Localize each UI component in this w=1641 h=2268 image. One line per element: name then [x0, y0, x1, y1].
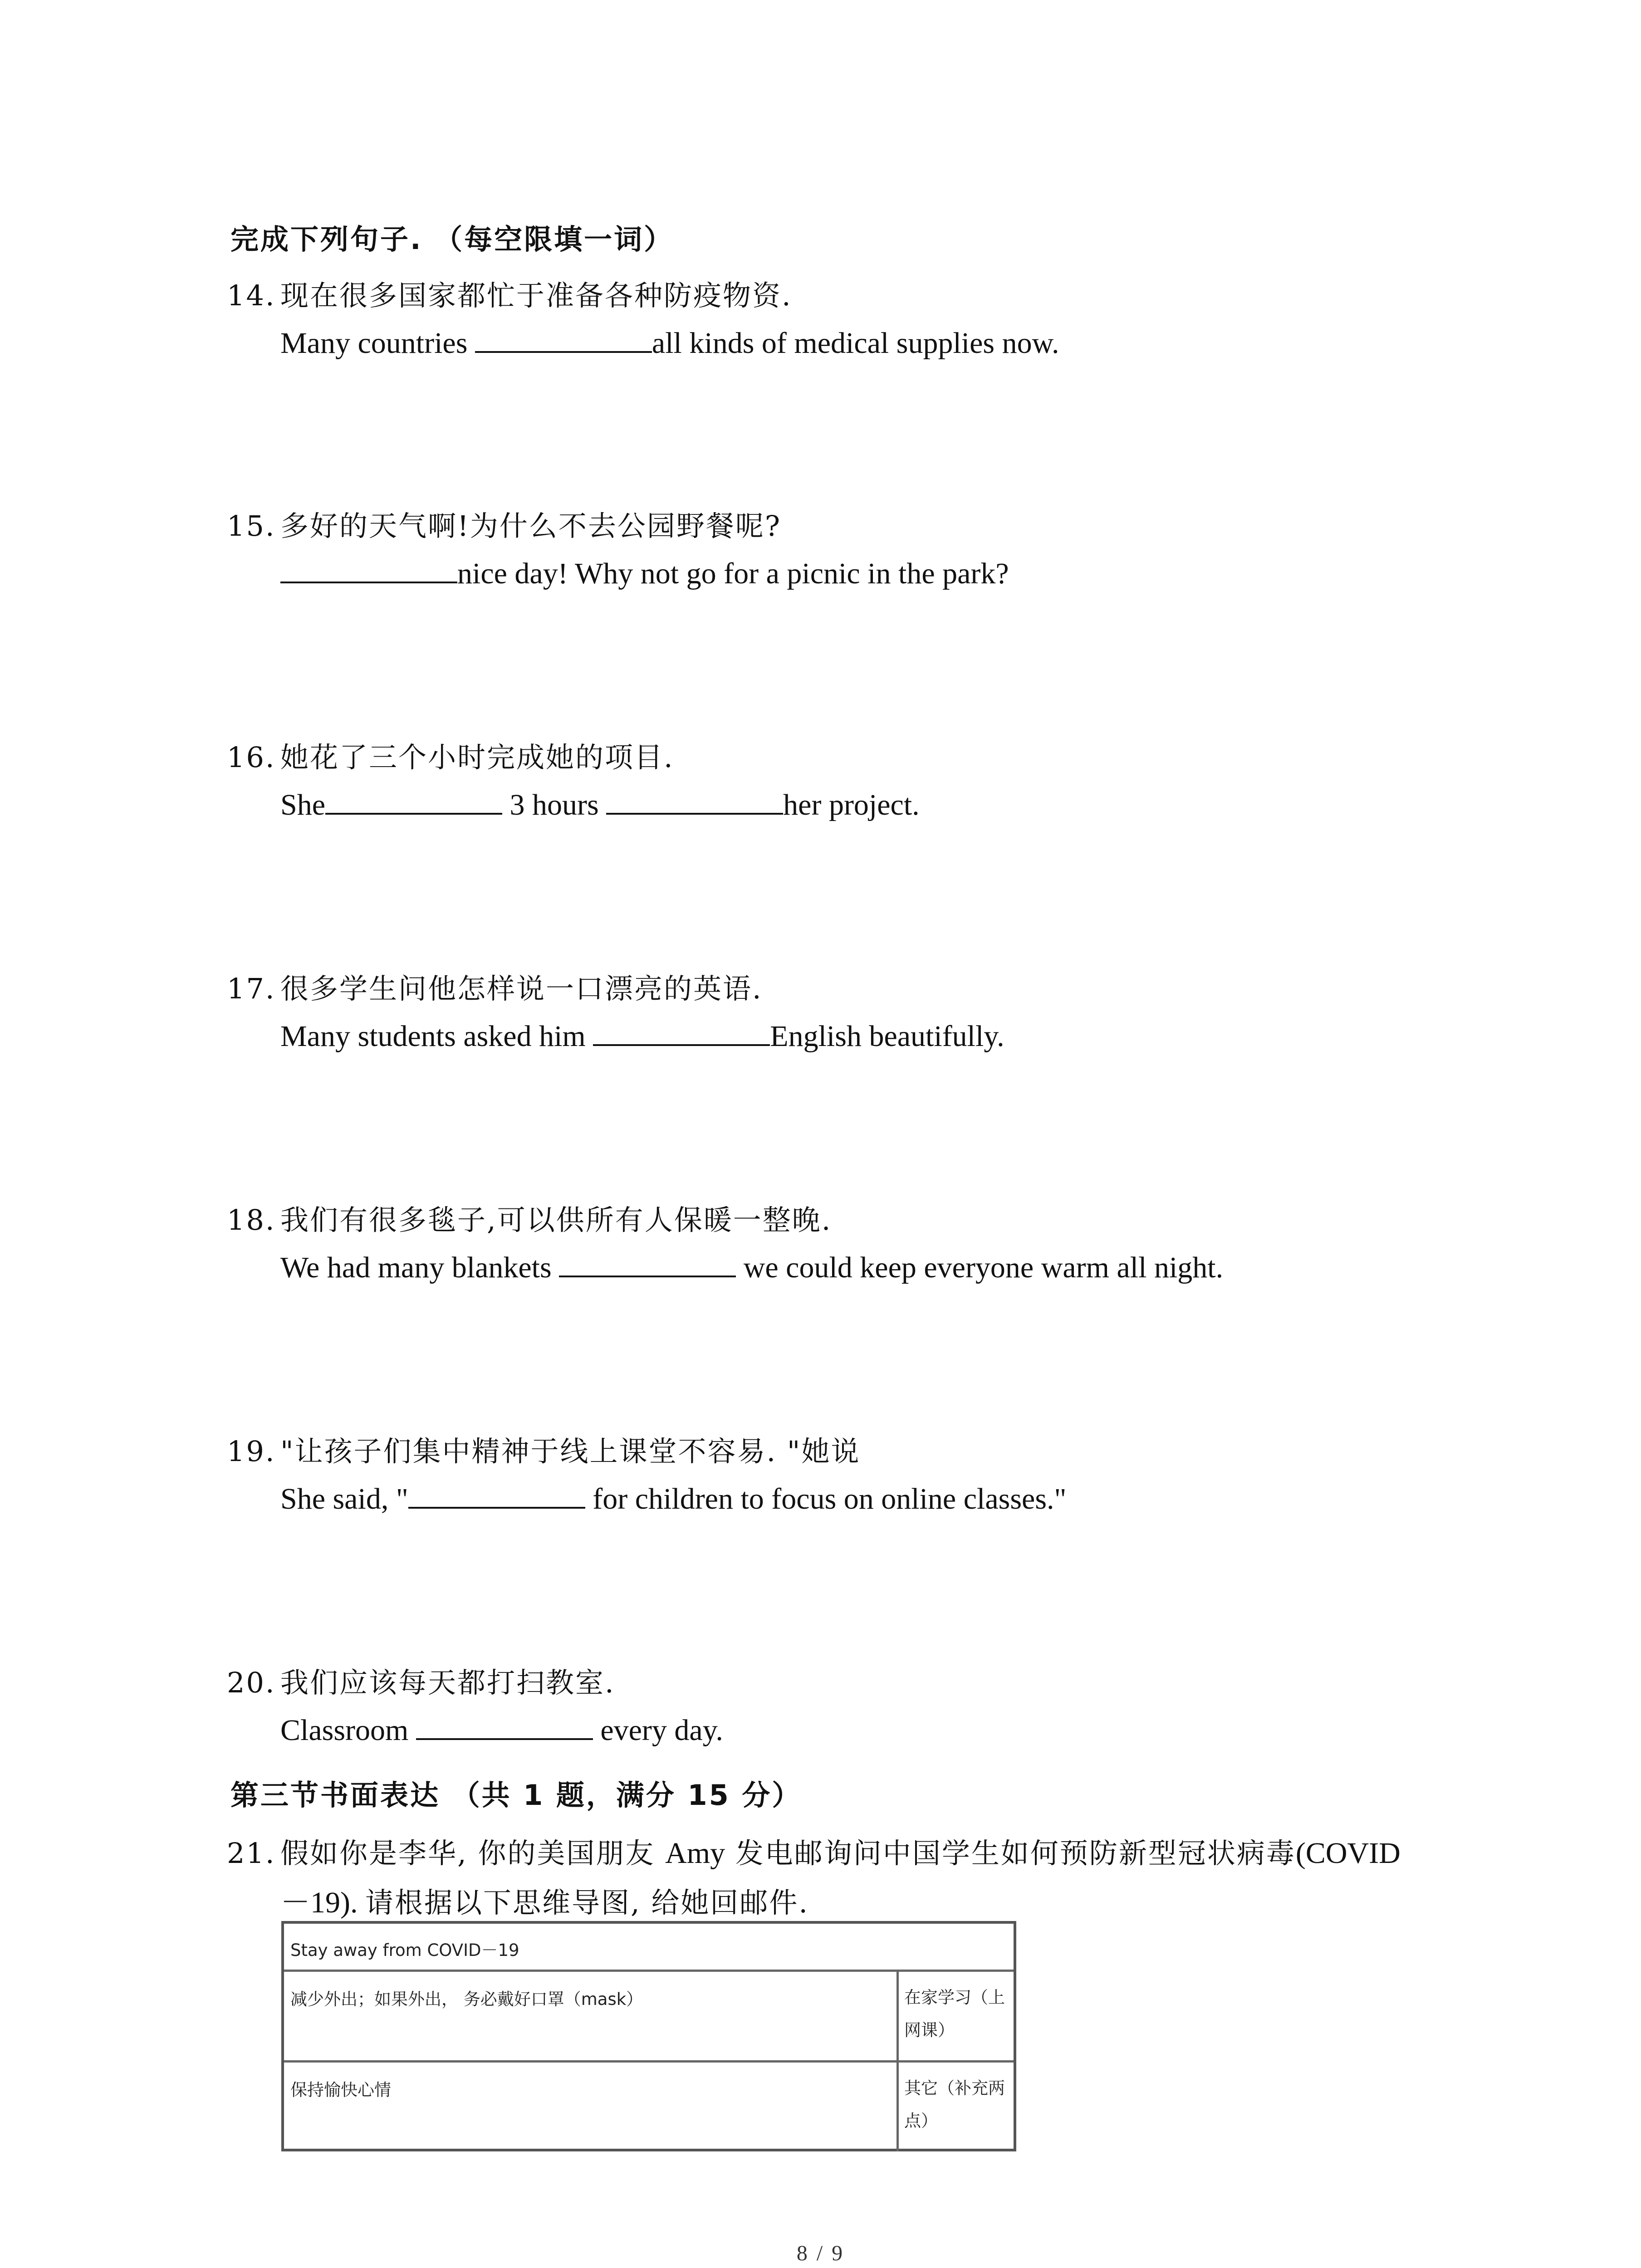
cell-text: 其它（补充两 — [904, 2078, 1005, 2098]
question-prompt: "让孩子们集中精神于线上课堂不容易. "她说 — [280, 1435, 861, 1468]
sentence-part: her project. — [783, 788, 920, 821]
mind-map-cell: 减少外出；如果外出， 务必戴好口罩（mask） — [284, 1972, 899, 2060]
section-heading: 完成下列句子. （每空限填一词） — [230, 223, 674, 256]
sentence-part: Classroom — [280, 1714, 416, 1747]
prompt-text: (COVID — [1295, 1837, 1401, 1870]
question-prompt: 我们应该每天都打扫教室. — [280, 1666, 615, 1699]
question-18-chinese — [227, 1198, 832, 1238]
sentence-part: Many countries — [280, 327, 475, 360]
answer-blank[interactable] — [325, 787, 502, 815]
sentence-part: nice day! Why not go for a picnic in the park? — [457, 557, 1009, 590]
sentence-part: She said, " — [280, 1482, 408, 1515]
prompt-text: －19). — [280, 1886, 365, 1919]
question-number: 15. — [227, 509, 276, 543]
question-17-english — [280, 1018, 1004, 1054]
question-20-chinese — [227, 1660, 615, 1701]
page-number: 8 / 9 — [796, 2241, 845, 2265]
sentence-part: for children to focus on online classes." — [585, 1482, 1067, 1515]
sentence-part: we could keep everyone warm all night. — [736, 1251, 1224, 1284]
question-21-line1 — [227, 1831, 1401, 1871]
question-20-english — [280, 1712, 723, 1748]
answer-blank[interactable] — [593, 1018, 770, 1046]
question-prompt: 很多学生问他怎样说一口漂亮的英语. — [280, 972, 763, 1005]
sentence-part: She — [280, 788, 325, 821]
prompt-text: 发电邮询问中国学生如何预防新型冠状病毒 — [725, 1837, 1296, 1870]
question-21-line2 — [280, 1878, 809, 1921]
sentence-part: English beautifully. — [770, 1020, 1004, 1053]
question-number: 16. — [227, 741, 276, 774]
cell-text: 网课） — [904, 2020, 955, 2040]
question-number: 14. — [227, 279, 276, 312]
question-17-chinese — [227, 966, 763, 1007]
answer-blank[interactable] — [416, 1712, 593, 1740]
cell-text: 点） — [904, 2111, 938, 2131]
prompt-text: Amy — [665, 1837, 725, 1870]
answer-blank[interactable] — [606, 787, 783, 815]
cell-text: 在家学习（上 — [904, 1988, 1005, 2007]
question-number: 18. — [227, 1203, 276, 1237]
question-15-chinese — [227, 503, 781, 544]
question-19-chinese — [227, 1429, 860, 1469]
mind-map-row — [284, 2063, 1014, 2151]
answer-blank[interactable] — [408, 1481, 585, 1509]
answer-blank[interactable] — [559, 1249, 736, 1277]
question-number: 21. — [227, 1837, 276, 1870]
question-14-english — [280, 325, 1059, 361]
question-prompt: 她花了三个小时完成她的项目. — [280, 741, 674, 774]
question-18-english — [280, 1249, 1223, 1285]
answer-blank[interactable] — [280, 555, 457, 583]
section3-heading: 第三节书面表达 （共 1 题，满分 15 分） — [230, 1779, 802, 1812]
question-number: 19. — [227, 1435, 276, 1468]
question-16-chinese — [227, 735, 674, 775]
mind-map-table — [281, 1921, 1016, 2151]
question-15-english — [280, 555, 1009, 591]
prompt-text: 假如你是李华, 你的美国朋友 — [280, 1837, 666, 1870]
sentence-part: We had many blankets — [280, 1251, 559, 1284]
sentence-part: all kinds of medical supplies now. — [652, 327, 1059, 360]
mind-map-cell: 保持愉快心情 — [284, 2063, 899, 2151]
sentence-part: every day. — [593, 1714, 723, 1747]
mind-map-row — [284, 1972, 1014, 2063]
question-16-english — [280, 787, 920, 822]
question-prompt: 我们有很多毯子,可以供所有人保暖一整晚. — [280, 1203, 832, 1237]
mind-map-cell — [899, 2063, 1014, 2151]
question-number: 17. — [227, 972, 276, 1005]
sentence-part: 3 hours — [502, 788, 607, 821]
question-number: 20. — [227, 1666, 276, 1699]
sentence-part: Many students asked him — [280, 1020, 593, 1053]
mind-map-cell — [899, 1972, 1014, 2060]
answer-blank[interactable] — [475, 325, 652, 353]
prompt-text: 请根据以下思维导图, 给她回邮件. — [365, 1886, 809, 1919]
question-prompt: 多好的天气啊!为什么不去公园野餐呢? — [280, 509, 782, 543]
question-19-english — [280, 1481, 1066, 1516]
question-prompt: 现在很多国家都忙于准备各种防疫物资. — [280, 279, 792, 312]
question-14-chinese — [227, 273, 792, 313]
mind-map-title: Stay away from COVID－19 — [284, 1924, 1014, 1972]
